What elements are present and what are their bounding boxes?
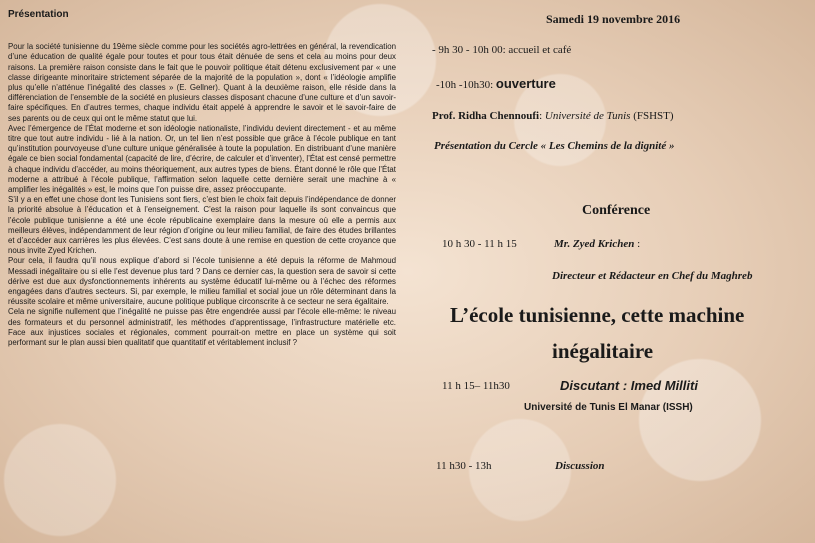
- presentation-heading: Présentation: [8, 9, 69, 20]
- discussion-time: 11 h30 - 13h: [436, 460, 492, 472]
- lecture-title-line1: L’école tunisienne, cette machine: [450, 303, 745, 327]
- discussant-time: 11 h 15– 11h30: [442, 380, 510, 392]
- paragraph-1: Pour la société tunisienne du 19ème siècle comme pour les sociétés agro-lettrées en général, la revendication d’une éducation de qualité égale pour toutes et pour tous était dénuée de sens et cela au moins pour deux raisons. La première raison consiste dans le fait que le pouvoir politique était détenu exclusivement par « une classe dirigeante minoritaire strictement séparée de la majorité de la population », dont « l’idéologie amplifie plus qu’elle n’atténue l’inégalité des classes » (E. Gellner). Quant à la deuxième raison, elle réside dans la différenciation de l’ensemble de la société en plusieurs classes disposant chacune d’une culture et d’un savoir-faire spécifiques. En d’autres termes, chaque individu était appelé à apprendre le savoir et le savoir-faire de ses parents ou de ceux qui ont le même statut que lui.: [8, 42, 396, 123]
- opening-speaker: Prof. Ridha Chennoufi: Université de Tunis (FSHST): [432, 110, 674, 122]
- opening-time: -10h -10h30:: [436, 79, 494, 91]
- schedule-welcome: - 9h 30 - 10h 00: accueil et café: [432, 44, 572, 56]
- opening-label: ouverture: [495, 76, 556, 91]
- paragraph-4: Pour cela, il faudra qu’il nous explique d’abord si l’école tunisienne a été depuis la réforme de Mahmoud Messadi inégalitaire ou si elle l’est devenue plus tard ? Dans ce dernier cas, la question sera de savoir si cette dérive est due aux dysfonctionnements inhérents au système éducatif lui-même ou à l’échec des réformes engagées dans d’autres secteurs. Si, par exemple, le milieu familial et social joue un rôle déterminant dans la réussite scolaire et même universitaire, aucune politique publique circonscrite à ce secteur ne sera égalitaire.: [8, 256, 396, 307]
- circle-presentation: Présentation du Cercle « Les Chemins de la dignité »: [434, 140, 675, 152]
- speaker-colon: :: [634, 238, 641, 250]
- speaker-role: Directeur et Rédacteur en Chef du Maghreb: [552, 270, 753, 282]
- discussant-university: Université de Tunis El Manar (ISSH): [524, 402, 693, 413]
- conference-speaker: [554, 238, 640, 250]
- paragraph-3: S’il y a en effet une chose dont les Tunisiens sont fiers, c’est bien le choix fait depuis l’indépendance de donner la priorité absolue à l’éducation et à l’enseignement. C’est la raison pour laquelle ils sont convaincus que l’école publique tunisienne a été une école républicaine exemplaire dans la mesure où elle a permis aux meilleurs élèves, indépendamment de leur région d’origine ou leur milieu familial, de faire des études brillantes et d’accéder aux carrières les plus élevées. C’est sans doute à une remise en question de cette croyance que nous invite Zyed Krichen.: [8, 195, 396, 256]
- speaker-name: Mr. Zyed Krichen: [554, 238, 635, 250]
- paragraph-5: Cela ne signifie nullement que l’inégalité ne puisse pas être engendrée aussi par l’école elle-même: le niveau des formateurs et du personnel administratif, les méthodes d’apprentissage, l’infrastructure matérielle etc. Face aux injustices sociales et régionales, comment pourrait-on mettre en place un système qui soit performant sur le plan aussi bien qualitatif que quantitatif et véritablement inclusif ?: [8, 307, 396, 348]
- program-column: [420, 0, 815, 543]
- presentation-column: [8, 10, 396, 348]
- conference-time: 10 h 30 - 11 h 15: [442, 238, 517, 250]
- prof-name: Prof. Ridha Chennoufi: [432, 110, 540, 122]
- discussant-name: Discutant : Imed Milliti: [560, 378, 698, 393]
- lecture-title-line2: inégalitaire: [552, 339, 654, 363]
- paragraph-2: Avec l’émergence de l’État moderne et son idéologie nationaliste, l’individu devient directement - et au même titre que tout autre individu - lié à la nation. Or, un tel lien n’est possible que grâce à l’école publique en tant qu’institution pourvoyeuse d’une culture unique généralisée à toute la population. En distribuant d’une manière égale ce bien social fondamental (capacité de lire, d’écrire, de calculer et d’inventer), l’État est censé permettre à chaque individu d’accéder, au moins théoriquement, aux autres types de biens. Étant donné le rôle que l’État moderne a attribué à l’école publique, l’affirmation selon laquelle cette dernière serait une machine à « amplifier les inégalités » est, le moins que l’on puisse dire, assez préoccupante.: [8, 123, 396, 195]
- conference-heading: Conférence: [582, 203, 651, 218]
- prof-university: Université de Tunis: [544, 110, 631, 122]
- prof-institute: (FSHST): [633, 110, 674, 122]
- schedule-opening: [436, 76, 556, 91]
- discussion-label: Discussion: [555, 460, 605, 472]
- event-date: Samedi 19 novembre 2016: [546, 12, 681, 26]
